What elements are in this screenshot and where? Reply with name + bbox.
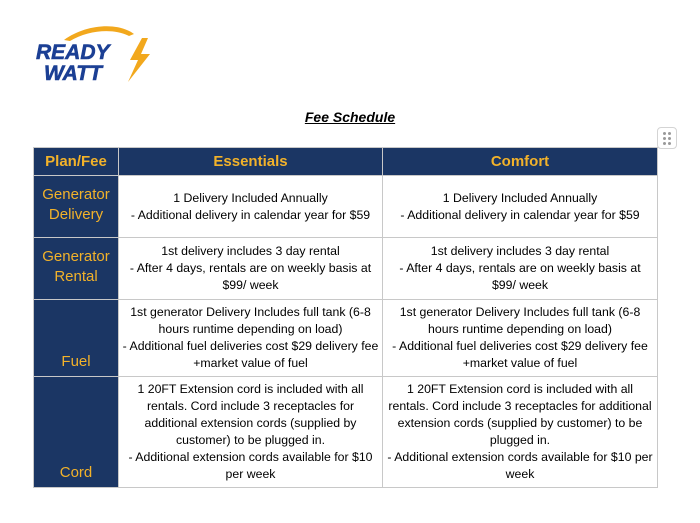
- ready-watt-logo: [34, 24, 154, 86]
- comfort-cell: 1 Delivery Included Annually - Additional delivery in calendar year for $59: [383, 176, 658, 238]
- logo-swoosh: [64, 26, 134, 41]
- table-row: [34, 377, 658, 488]
- logo-text-watt: WATT: [44, 62, 102, 85]
- essentials-cell: 1 Delivery Included Annually - Additional delivery in calendar year for $59: [119, 176, 383, 238]
- table-drag-handle-icon[interactable]: [657, 127, 677, 149]
- comfort-cell: 1st generator Delivery Includes full tank (6-8 hours runtime depending on load) - Additional fuel deliveries cost $29 delivery fee +market value of fuel: [383, 300, 658, 377]
- header-essentials: Essentials: [119, 148, 383, 176]
- comfort-cell: 1 20FT Extension cord is included with all rentals. Cord include 3 receptacles for additional extension cords (supplied by customer) to be plugged in. - Additional extension cords available for $10 per week: [383, 377, 658, 488]
- essentials-cell: 1st delivery includes 3 day rental - After 4 days, rentals are on weekly basis at $99/ week: [119, 238, 383, 300]
- page-title: Fee Schedule: [304, 109, 396, 125]
- lightning-bolt-icon: [128, 38, 150, 82]
- fee-schedule-table: [33, 147, 658, 488]
- row-label-fuel: Fuel: [34, 300, 119, 377]
- header-comfort: Comfort: [383, 148, 658, 176]
- row-label-cord: Cord: [34, 377, 119, 488]
- essentials-cell: 1 20FT Extension cord is included with all rentals. Cord include 3 receptacles for additional extension cords (supplied by customer) to be plugged in. - Additional extension cords available for $10 per week: [119, 377, 383, 488]
- table-header-row: [34, 148, 658, 176]
- table-row: [34, 300, 658, 377]
- comfort-cell: 1st delivery includes 3 day rental - After 4 days, rentals are on weekly basis at $99/ week: [383, 238, 658, 300]
- table-row: [34, 238, 658, 300]
- essentials-cell: 1st generator Delivery Includes full tank (6-8 hours runtime depending on load) - Additional fuel deliveries cost $29 delivery fee +market value of fuel: [119, 300, 383, 377]
- logo-text-ready: READY: [36, 41, 110, 64]
- row-label-generator-delivery: Generator Delivery: [34, 176, 119, 238]
- table-row: [34, 176, 658, 238]
- header-plan-fee: Plan/Fee: [34, 148, 119, 176]
- row-label-generator-rental: Generator Rental: [34, 238, 119, 300]
